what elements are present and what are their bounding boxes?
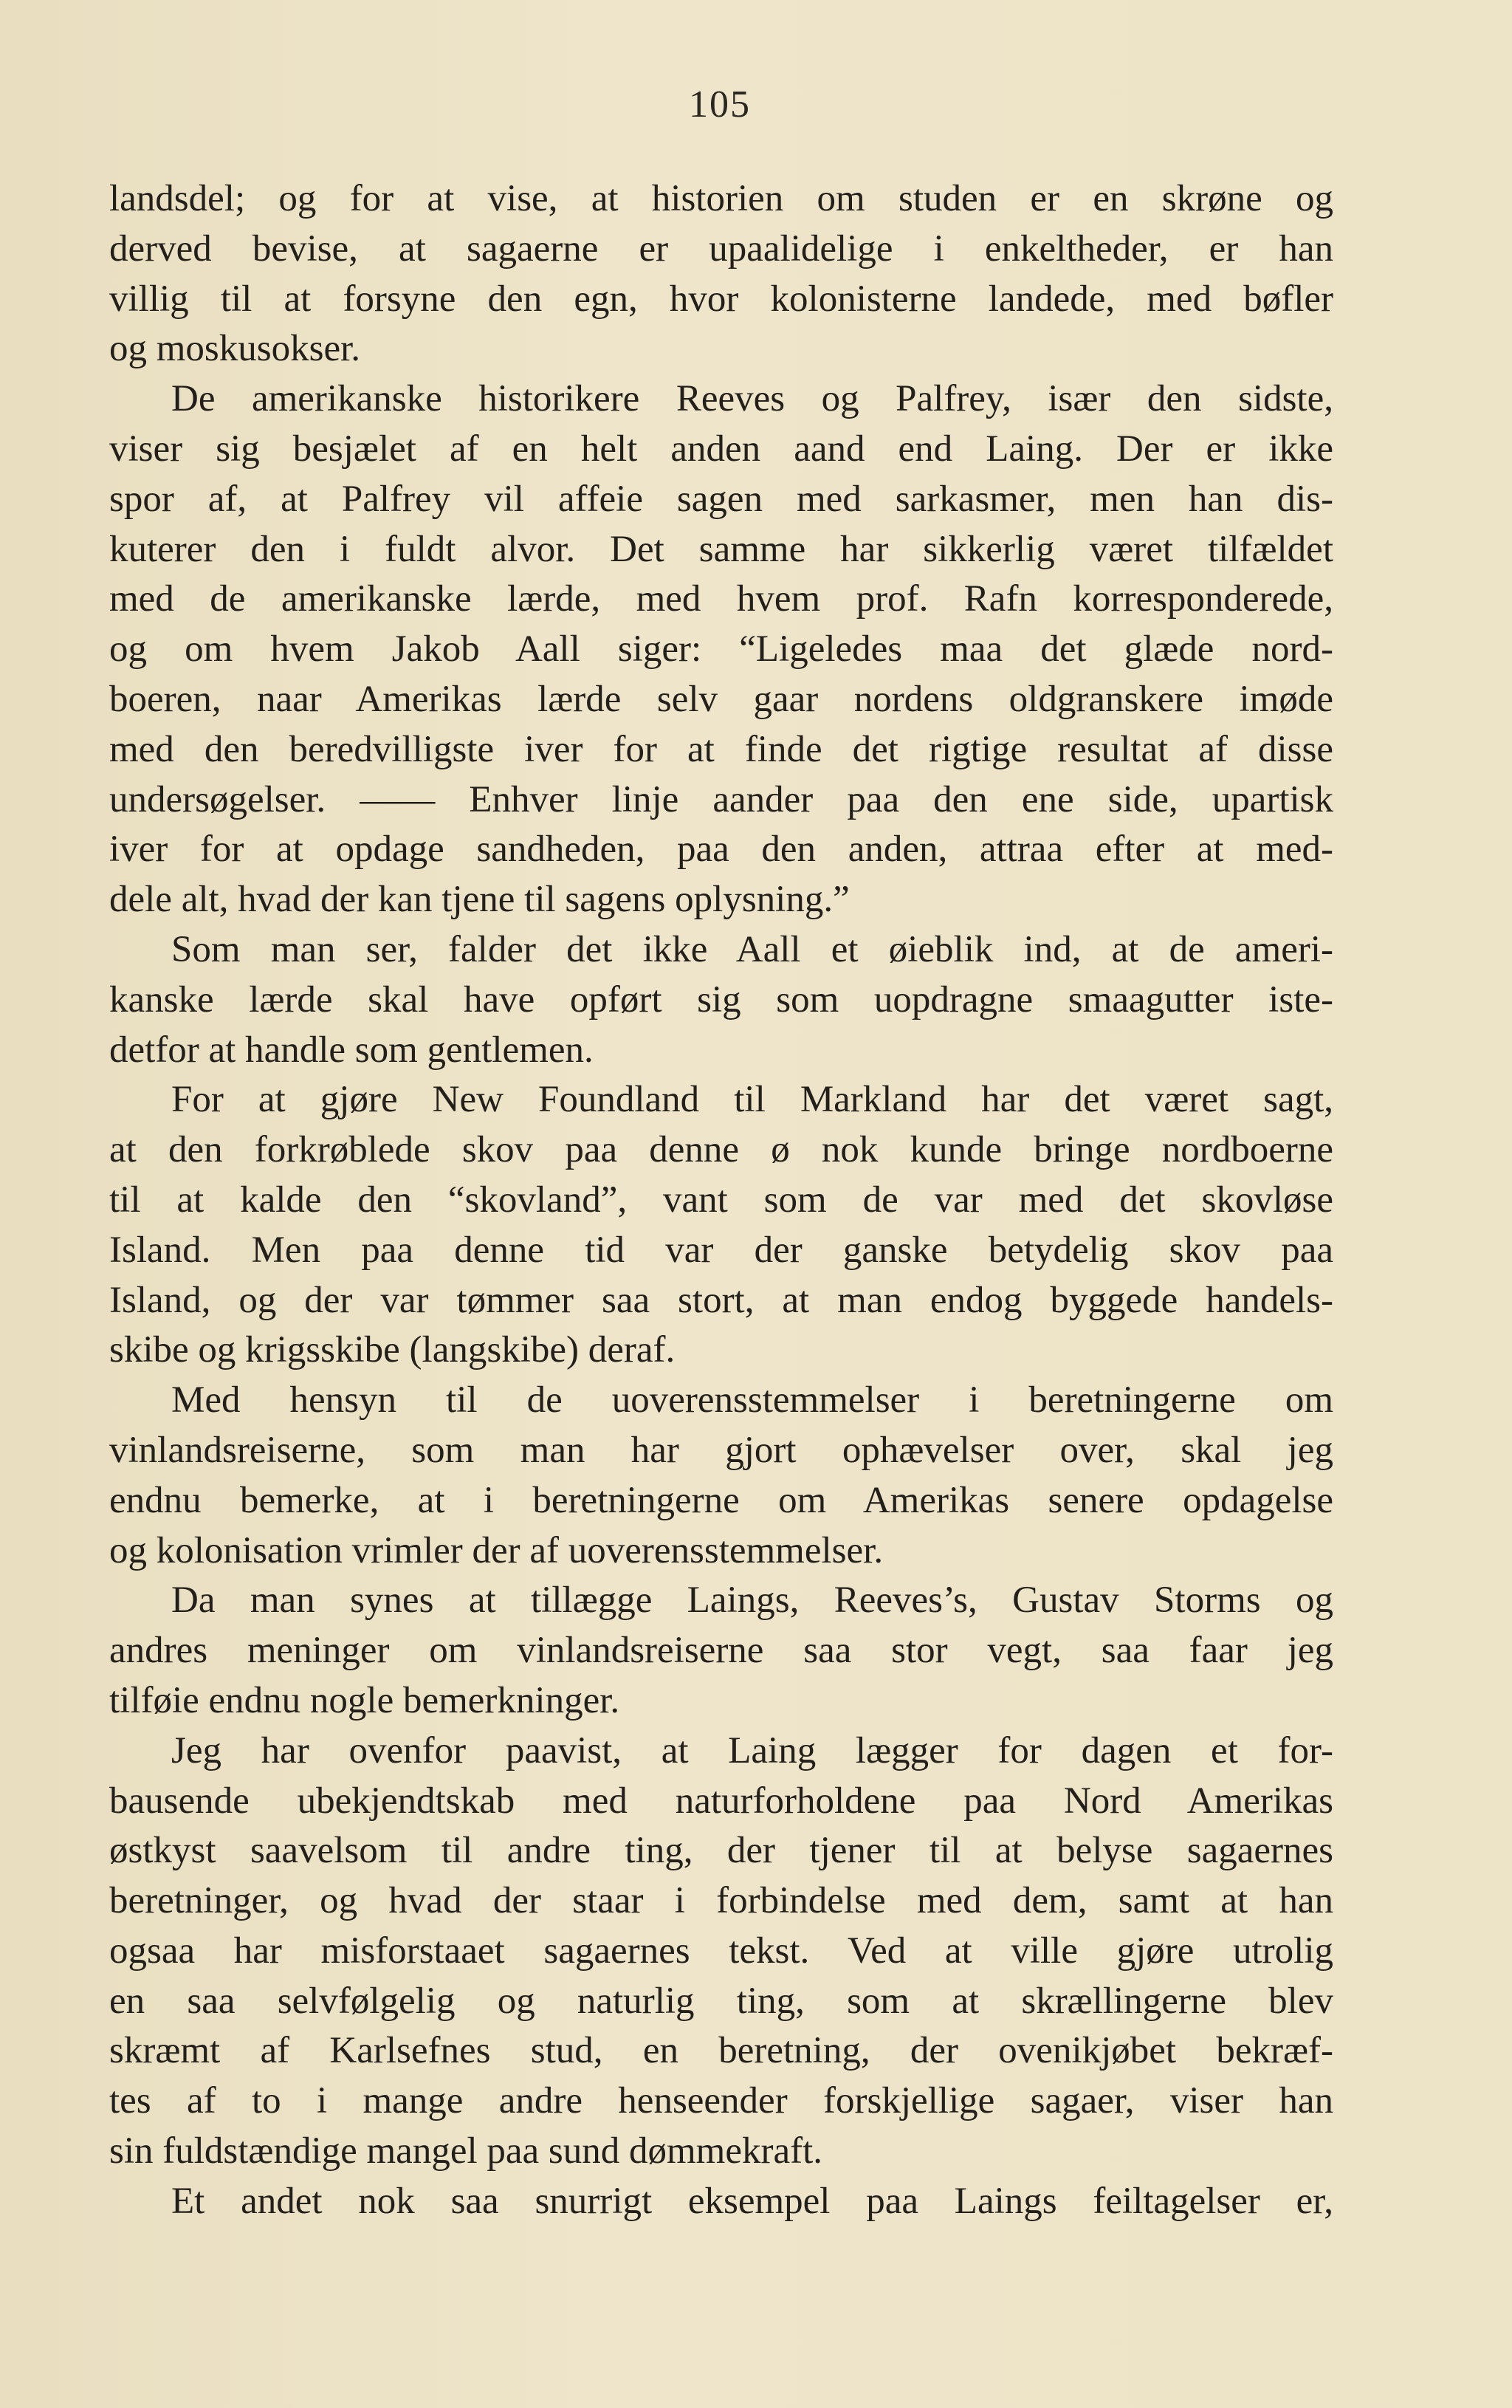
text-line: For at gjøre New Foundland til Markland har det været sagt,: [171, 1079, 1333, 1121]
text-line: bausende ubekjendtskab med naturforholdene paa Nord Amerikas: [109, 1780, 1333, 1822]
text-line: viser sig besjælet af en helt anden aand end Laing. Der er ikke: [109, 428, 1333, 470]
text-line: landsdel; og for at vise, at historien om studen er en skrøne og: [109, 178, 1333, 219]
text-line: ogsaa har misforstaaet sagaernes tekst. Ved at ville gjøre utrolig: [109, 1930, 1333, 1972]
text-line: undersøgelser. —— Enhver linje aander paa den ene side, upartisk: [109, 778, 1333, 820]
text-line: med den beredvilligste iver for at finde det rigtige resultat af disse: [109, 728, 1333, 770]
text-line: endnu bemerke, at i beretningerne om Amerikas senere opdagelse: [109, 1479, 1333, 1521]
text-line: kanske lærde skal have opført sig som uopdragne smaagutter iste-: [109, 978, 1333, 1021]
page-number: 105: [689, 83, 751, 126]
text-line: Da man synes at tillægge Laings, Reeves’s, Gustav Storms og: [171, 1579, 1333, 1622]
text-line: dele alt, hvad der kan tjene til sagens oplysning.”: [109, 879, 850, 921]
text-line: detfor at handle som gentlemen.: [109, 1029, 594, 1071]
text-line: Island. Men paa denne tid var der ganske betydelig skov paa: [109, 1229, 1333, 1271]
text-line: at den forkrøblede skov paa denne ø nok kunde bringe nordboerne: [109, 1129, 1333, 1171]
text-line: villig til at forsyne den egn, hvor kolonisterne landede, med bøfler: [109, 278, 1333, 320]
text-line: sin fuldstændige mangel paa sund dømmekraft.: [109, 2130, 822, 2172]
text-line: kuterer den i fuldt alvor. Det samme har sikkerlig været tilfældet: [109, 528, 1333, 570]
text-line: Som man ser, falder det ikke Aall et øieblik ind, at de ameri-: [171, 928, 1333, 970]
text-line: skibe og krigsskibe (langskibe) deraf.: [109, 1329, 676, 1371]
text-line: med de amerikanske lærde, med hvem prof. Rafn korresponderede,: [109, 578, 1333, 620]
text-line: De amerikanske historikere Reeves og Palfrey, især den sidste,: [171, 378, 1333, 420]
body-text: [109, 174, 1333, 2227]
text-line: spor af, at Palfrey vil affeie sagen med sarkasmer, men han dis-: [109, 478, 1333, 520]
text-line: skræmt af Karlsefnes stud, en beretning, der ovenikjøbet bekræf-: [109, 2030, 1333, 2072]
text-line: iver for at opdage sandheden, paa den anden, attraa efter at med-: [109, 829, 1333, 871]
text-line: og om hvem Jakob Aall siger: “Ligeledes maa det glæde nord-: [109, 628, 1333, 670]
text-line: derved bevise, at sagaerne er upaalidelige i enkeltheder, er han: [109, 227, 1333, 270]
text-line: til at kalde den “skovland”, vant som de var med det skovløse: [109, 1179, 1333, 1221]
text-line: østkyst saavelsom til andre ting, der tjener til at belyse sagaernes: [109, 1830, 1333, 1872]
text-line: beretninger, og hvad der staar i forbindelse med dem, samt at han: [109, 1880, 1333, 1922]
text-line: Et andet nok saa snurrigt eksempel paa Laings feiltagelser er,: [171, 2180, 1333, 2222]
text-line: og kolonisation vrimler der af uoverensstemmelser.: [109, 1529, 884, 1571]
text-line: tilføie endnu nogle bemerkninger.: [109, 1679, 620, 1721]
text-line: boeren, naar Amerikas lærde selv gaar nordens oldgranskere imøde: [109, 678, 1333, 720]
text-line: Med hensyn til de uoverensstemmelser i beretningerne om: [171, 1379, 1333, 1421]
text-line: Island, og der var tømmer saa stort, at man endog byggede handels-: [109, 1279, 1333, 1321]
text-line: en saa selvfølgelig og naturlig ting, som at skrællingerne blev: [109, 1980, 1333, 2022]
text-line: og moskusokser.: [109, 328, 361, 370]
text-line: Jeg har ovenfor paavist, at Laing lægger for dagen et for-: [171, 1729, 1333, 1771]
text-line: vinlandsreiserne, som man har gjort ophævelser over, skal jeg: [109, 1429, 1333, 1471]
text-line: tes af to i mange andre henseender forskjellige sagaer, viser han: [109, 2080, 1333, 2122]
text-line: andres meninger om vinlandsreiserne saa stor vegt, saa faar jeg: [109, 1630, 1333, 1672]
